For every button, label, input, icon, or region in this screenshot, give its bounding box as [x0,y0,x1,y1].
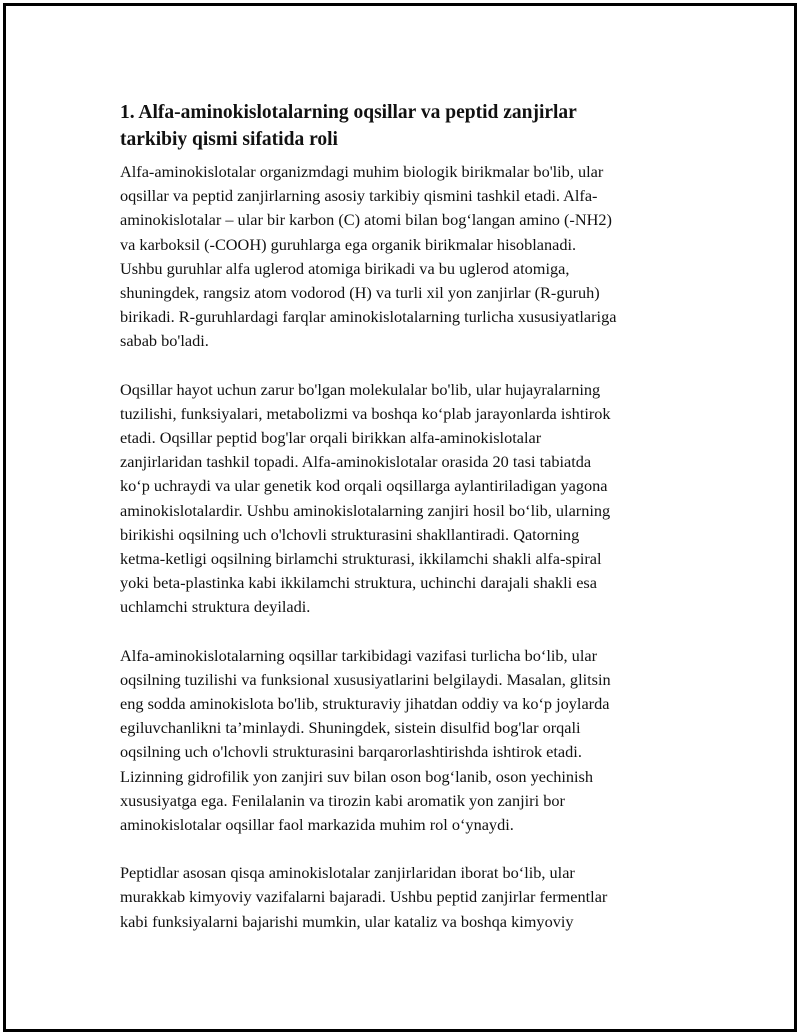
paragraph-2 [120,378,690,620]
text-line: shuningdek, rangsiz atom vodorod (H) va turli xil yon zanjirlar (R-guruh) [120,283,600,303]
section-heading [120,99,690,153]
text-line: uchlamchi struktura deyiladi. [120,597,311,617]
text-line: zanjirlaridan tashkil topadi. Alfa-aminokislotalar orasida 20 tasi tabiatda [120,452,592,472]
text-line: aminokislotalar – ular bir karbon (C) atomi bilan bog‘langan amino (-NH2) [120,210,612,230]
text-line: Alfa-aminokislotalar organizmdagi muhim biologik birikmalar bo'lib, ular [120,162,604,181]
text-line: Alfa-aminokislotalarning oqsillar tarkibidagi vazifasi turlicha bo‘lib, ular [120,645,597,665]
text-line: Oqsillar hayot uchun zarur bo'lgan molekulalar bo'lib, ular hujayralarning [120,379,601,399]
text-line: aminokislotalar oqsillar faol markazida muhim rol o‘ynaydi. [120,815,514,835]
text-line: eng sodda aminokislota bo'lib, strukturaviy jihatdan oddiy va ko‘p joylarda [120,694,610,714]
text-line: aminokislotalardir. Ushbu aminokislotalarning zanjiri hosil bo‘lib, ularning [120,500,611,520]
document-body [120,99,690,958]
text-line: etadi. Oqsillar peptid bog'lar orqali birikkan alfa-aminokislotalar [120,428,542,448]
text-line: kabi funksiyalarni bajarishi mumkin, ular kataliz va boshqa kimyoviy [120,911,574,931]
heading-line: tarkibiy qismi sifatida roli [120,129,338,150]
text-line: sabab bo'ladi. [120,331,209,351]
text-line: birikadi. R-guruhlardagi farqlar aminokislotalarning turlicha xususiyatlariga [120,307,617,327]
text-line: va karboksil (-COOH) guruhlarga ega organik birikmalar hisoblanadi. [120,234,577,254]
text-line: xususiyatga ega. Fenilalanin va tirozin kabi aromatik yon zanjiri bor [120,790,565,810]
text-line: yoki beta-plastinka kabi ikkilamchi struktura, uchinchi darajali shakli esa [120,573,597,593]
text-line: Lizinning gidrofilik yon zanjiri suv bilan oson bog‘lanib, oson yechinish [120,766,593,786]
text-line: oqsilning uch o'lchovli strukturasini barqarorlashtirishda ishtirok etadi. [120,742,582,762]
text-line: tuzilishi, funksiyalari, metabolizmi va boshqa ko‘plab jarayonlarda ishtirok [120,403,611,423]
text-line: murakkab kimyoviy vazifalarni bajaradi. Ushbu peptid zanjirlar fermentlar [120,887,608,907]
text-line: Ushbu guruhlar alfa uglerod atomiga birikadi va bu uglerod atomiga, [120,258,570,278]
text-line: birikishi oqsilning uch o'lchovli strukturasini shakllantiradi. Qatorning [120,524,580,544]
text-line: egiluvchanlikni ta’minlaydi. Shuningdek, sistein disulfid bog'lar orqali [120,718,581,738]
text-line: oqsillar va peptid zanjirlarning asosiy tarkibiy qismini tashkil etadi. Alfa- [120,186,598,206]
page-frame [3,3,797,1032]
text-line: oqsilning tuzilishi va funksional xususiyatlarini belgilaydi. Masalan, glitsin [120,669,611,689]
paragraph-4 [120,861,690,934]
paragraph-3 [120,644,690,838]
paragraph-1 [120,160,690,354]
text-line: ketma-ketligi oqsilning birlamchi strukturasi, ikkilamchi shakli alfa-spiral [120,549,602,569]
text-line: Peptidlar asosan qisqa aminokislotalar zanjirlaridan iborat bo‘lib, ular [120,863,575,883]
heading-line: 1. Alfa-aminokislotalarning oqsillar va peptid zanjirlar [120,102,577,123]
text-line: ko‘p uchraydi va ular genetik kod orqali oqsillarga aylantiriladigan yagona [120,476,608,496]
